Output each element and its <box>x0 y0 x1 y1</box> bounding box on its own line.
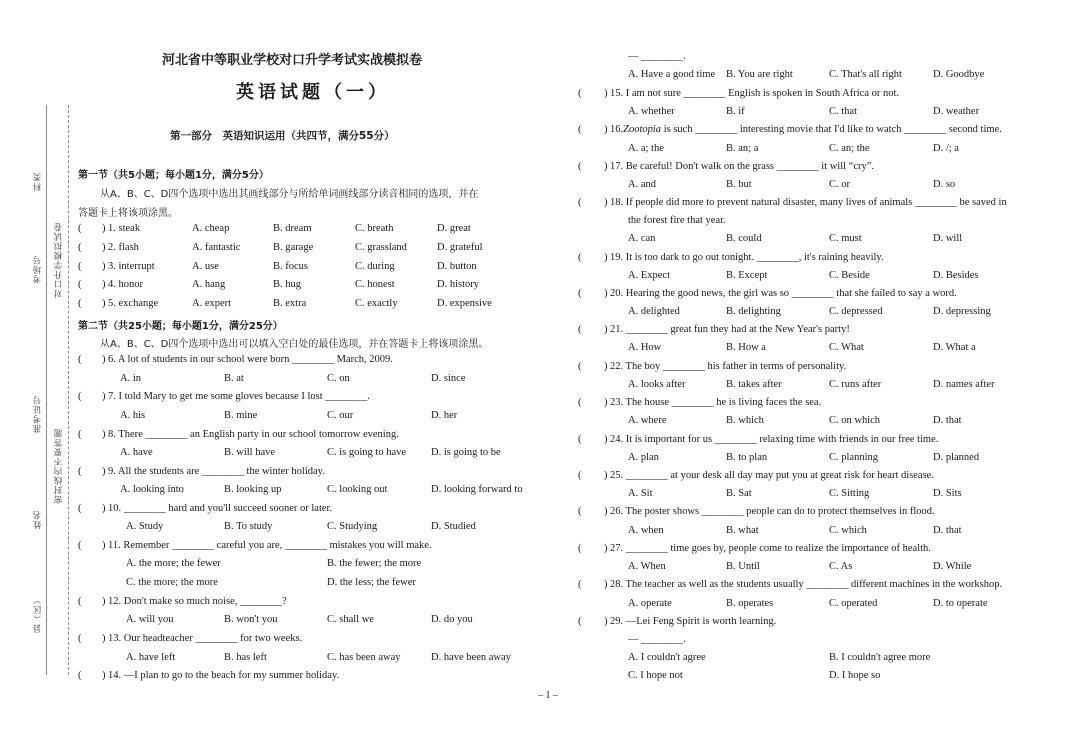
option-d[interactable]: D. that <box>933 415 962 426</box>
question-stem: 21. ________ great fun they had at the New Year's party! <box>610 324 850 335</box>
option-b[interactable]: B. To study <box>224 521 273 532</box>
answer-paren-close[interactable]: ) <box>604 579 608 590</box>
answer-paren-open[interactable]: ( <box>578 397 582 408</box>
option-d[interactable]: D. expensive <box>437 298 492 309</box>
option-b[interactable]: B. which <box>726 415 764 426</box>
binding-line-outer <box>46 105 47 675</box>
exam-title: 河北省中等职业学校对口升学考试实战模拟卷 <box>162 53 423 68</box>
option-a[interactable]: A. Sit <box>628 488 653 499</box>
option-a[interactable]: A. looking into <box>120 484 184 495</box>
option-c[interactable]: C. depressed <box>829 306 883 317</box>
answer-paren-open[interactable]: ( <box>78 298 82 309</box>
answer-paren-close[interactable]: ) <box>604 616 608 627</box>
question-stem: 5. exchange <box>108 298 159 309</box>
answer-paren-open[interactable]: ( <box>78 503 82 514</box>
option-a[interactable]: A. have left <box>126 652 176 663</box>
section1-instruction-2: 答题卡上将该项涂黑。 <box>78 208 178 219</box>
option-c[interactable]: C. Studying <box>327 521 378 532</box>
answer-paren-open[interactable]: ( <box>78 279 82 290</box>
option-c[interactable]: C. on <box>327 373 350 384</box>
option-d[interactable]: D. so <box>933 179 956 190</box>
option-b[interactable]: B. extra <box>273 298 307 309</box>
option-a[interactable]: A. plan <box>628 452 659 463</box>
option-b[interactable]: B. How a <box>726 342 766 353</box>
option-d[interactable]: D. great <box>437 223 471 234</box>
part1-heading: 第一部分 英语知识运用（共四节，满分55分） <box>170 130 395 142</box>
question-stem: 1. steak <box>108 223 141 234</box>
option-b[interactable]: B. but <box>726 179 752 190</box>
option-d[interactable]: D. have been away <box>431 652 511 663</box>
option-b[interactable]: B. will have <box>224 447 276 458</box>
answer-paren-open[interactable]: ( <box>578 197 582 208</box>
option-c[interactable]: C. has been away <box>327 652 401 663</box>
answer-paren-open[interactable]: ( <box>578 434 582 445</box>
question-stem: 8. There ________ an English party in our school tomorrow evening. <box>108 429 399 440</box>
option-d[interactable]: D. will <box>933 233 963 244</box>
answer-paren-close[interactable]: ) <box>102 633 106 644</box>
answer-paren-close[interactable]: ) <box>102 540 106 551</box>
option-b[interactable]: B. the fewer; the more <box>327 558 422 569</box>
option-a[interactable]: A. the more; the fewer <box>126 558 221 569</box>
option-c[interactable]: C. That's all right <box>829 69 902 80</box>
binding-label-subject: 科类 <box>33 172 43 191</box>
option-b[interactable]: B. garage <box>273 242 314 253</box>
option-b[interactable]: B. an; a <box>726 143 759 154</box>
option-a[interactable]: A. will you <box>126 614 174 625</box>
binding-note-exam: 对口升学模拟试卷 <box>54 222 64 298</box>
option-c[interactable]: C. breath <box>355 223 394 234</box>
option-b[interactable]: B. could <box>726 233 762 244</box>
option-b[interactable]: B. Until <box>726 561 760 572</box>
answer-paren-open[interactable]: ( <box>578 361 582 372</box>
answer-paren-close[interactable]: ) <box>604 543 608 554</box>
option-c[interactable]: C. Sitting <box>829 488 870 499</box>
answer-paren-close[interactable]: ) <box>604 161 608 172</box>
answer-paren-close[interactable]: ) <box>102 670 106 681</box>
option-b[interactable]: B. hug <box>273 279 302 290</box>
option-d[interactable]: D. to operate <box>933 598 988 609</box>
option-b[interactable]: B. Except <box>726 270 768 281</box>
option-b[interactable]: B. has left <box>224 652 267 663</box>
option-a[interactable]: A. How <box>628 342 662 353</box>
option-a[interactable]: A. have <box>120 447 153 458</box>
question-stem: 6. A lot of students in our school were born ________ March, 2009. <box>108 354 393 365</box>
answer-paren-open[interactable]: ( <box>78 633 82 644</box>
option-c[interactable]: C. honest <box>355 279 395 290</box>
option-a[interactable]: A. Expect <box>628 270 670 281</box>
option-c[interactable]: C. or <box>829 179 850 190</box>
answer-paren-open[interactable]: ( <box>78 354 82 365</box>
option-b[interactable]: B. dream <box>273 223 312 234</box>
option-c[interactable]: C. I hope not <box>628 670 683 681</box>
option-d[interactable]: D. I hope so <box>829 670 881 681</box>
answer-paren-open[interactable]: ( <box>578 88 582 99</box>
answer-paren-close[interactable]: ) <box>102 503 106 514</box>
answer-paren-open[interactable]: ( <box>78 242 82 253</box>
option-b[interactable]: B. Sat <box>726 488 752 499</box>
option-d[interactable]: D. that <box>933 525 962 536</box>
option-a[interactable]: A. in <box>120 373 141 384</box>
answer-paren-close[interactable]: ) <box>604 324 608 335</box>
option-b[interactable]: B. mine <box>224 410 258 421</box>
option-d[interactable]: D. looking forward to <box>431 484 523 495</box>
binding-note-seal: 密封线内不要答题 <box>54 428 64 504</box>
answer-paren-open[interactable]: ( <box>578 124 582 135</box>
option-c[interactable]: C. shall we <box>327 614 374 625</box>
option-a[interactable]: A. use <box>192 261 219 272</box>
question-stem: 22. The boy ________ his father in terms of personality. <box>610 361 847 372</box>
binding-label-name: 姓名 <box>33 510 43 529</box>
option-a[interactable]: A. his <box>120 410 146 421</box>
option-d[interactable]: D. is going to be <box>431 447 501 458</box>
option-d[interactable]: D. While <box>933 561 972 572</box>
option-c[interactable]: C. which <box>829 525 867 536</box>
option-a[interactable]: A. whether <box>628 106 675 117</box>
option-b[interactable]: B. what <box>726 525 759 536</box>
option-c[interactable]: C. during <box>355 261 395 272</box>
option-b[interactable]: B. looking up <box>224 484 282 495</box>
option-c[interactable]: C. planning <box>829 452 878 463</box>
option-b[interactable]: B. focus <box>273 261 308 272</box>
question-stem: 20. Hearing the good news, the girl was so ________ that she failed to say a word. <box>610 288 957 299</box>
option-a[interactable]: A. delighted <box>628 306 680 317</box>
answer-paren-open[interactable]: ( <box>78 429 82 440</box>
answer-paren-close[interactable]: ) <box>604 361 608 372</box>
option-d[interactable]: D. depressing <box>933 306 991 317</box>
option-c[interactable]: C. an; the <box>829 143 870 154</box>
subject-title: 英语试题（一） <box>236 82 390 103</box>
answer-paren-open[interactable]: ( <box>78 466 82 477</box>
option-c[interactable]: C. grassland <box>355 242 407 253</box>
option-a[interactable]: A. Have a good time <box>628 69 716 80</box>
answer-paren-open[interactable]: ( <box>578 288 582 299</box>
option-c[interactable]: C. must <box>829 233 862 244</box>
option-b[interactable]: B. You are right <box>726 69 793 80</box>
answer-paren-close[interactable]: ) <box>102 466 106 477</box>
option-d[interactable]: D. do you <box>431 614 473 625</box>
binding-label-room: 考场号 <box>33 255 43 284</box>
option-d[interactable]: D. Goodbye <box>933 69 985 80</box>
question-stem: 25. ________ at your desk all day may put you at great risk for heart disease. <box>610 470 934 481</box>
answer-paren-open[interactable]: ( <box>78 540 82 551</box>
question-stem: 29. —Lei Feng Spirit is worth learning. <box>610 616 777 627</box>
option-d[interactable]: D. Studied <box>431 521 476 532</box>
option-a[interactable]: A. where <box>628 415 667 426</box>
option-c[interactable]: C. exactly <box>355 298 398 309</box>
option-a[interactable]: A. a; the <box>628 143 664 154</box>
question-stem: 28. The teacher as well as the students usually ________ different machines in the workshop. <box>610 579 1003 590</box>
option-d[interactable]: D. names after <box>933 379 995 390</box>
option-b[interactable]: B. takes after <box>726 379 782 390</box>
option-c[interactable]: C. on which <box>829 415 881 426</box>
answer-paren-close[interactable]: ) <box>102 391 106 402</box>
option-d[interactable]: D. history <box>437 279 479 290</box>
answer-paren-open[interactable]: ( <box>578 506 582 517</box>
option-a[interactable]: A. hang <box>192 279 226 290</box>
answer-paren-open[interactable]: ( <box>578 616 582 627</box>
option-a[interactable]: A. I couldn't agree <box>628 652 706 663</box>
option-a[interactable]: A. and <box>628 179 656 190</box>
question-stem: 9. All the students are ________ the winter holiday. <box>108 466 325 477</box>
answer-paren-open[interactable]: ( <box>78 670 82 681</box>
question-stem: 7. I told Mary to get me some gloves because I lost ________. <box>108 391 370 402</box>
question-stem: 19. It is too dark to go out tonight. ________, it's raining heavily. <box>610 252 884 263</box>
option-d[interactable]: D. weather <box>933 106 980 117</box>
option-b[interactable]: B. I couldn't agree more <box>829 652 931 663</box>
answer-paren-close[interactable]: ) <box>604 197 608 208</box>
option-c[interactable]: C. looking out <box>327 484 388 495</box>
question-stem: 2. flash <box>108 242 139 253</box>
answer-paren-close[interactable]: ) <box>604 470 608 481</box>
answer-paren-close[interactable]: ) <box>102 429 106 440</box>
answer-paren-close[interactable]: ) <box>102 242 106 253</box>
answer-paren-close[interactable]: ) <box>604 88 608 99</box>
answer-paren-open[interactable]: ( <box>578 324 582 335</box>
question-stem: 16.Zootopia is such ________ interesting movie that I'd like to watch ________ second time. <box>610 124 1002 135</box>
option-d[interactable]: D. /; a <box>933 143 959 154</box>
answer-paren-open[interactable]: ( <box>578 161 582 172</box>
question-stem: 26. The poster shows ________ people can do to protect themselves in flood. <box>610 506 935 517</box>
option-b[interactable]: B. to plan <box>726 452 768 463</box>
option-d[interactable]: D. her <box>431 410 458 421</box>
answer-paren-close[interactable]: ) <box>102 298 106 309</box>
question-stem: 4. honor <box>108 279 143 290</box>
answer-paren-close[interactable]: ) <box>604 434 608 445</box>
section1-instruction-1: 从A、B、C、D四个选项中选出其画线部分与所给单词画线部分读音相同的选项，并在 <box>100 189 479 200</box>
option-a[interactable]: A. expert <box>192 298 232 309</box>
binding-label-county: 县（区） <box>33 595 43 633</box>
option-d[interactable]: D. button <box>437 261 477 272</box>
question-stem: 13. Our headteacher ________ for two weeks. <box>108 633 303 644</box>
option-b[interactable]: B. at <box>224 373 244 384</box>
question-stem: 14. —I plan to go to the beach for my summer holiday. <box>108 670 340 681</box>
option-c[interactable]: C. operated <box>829 598 878 609</box>
option-b[interactable]: B. if <box>726 106 745 117</box>
question-stem: 11. Remember ________ careful you are, ________ mistakes you will make. <box>108 540 432 551</box>
section2-instruction: 从A、B、C、D四个选项中选出可以填入空白处的最佳选项，并在答题卡上将该项涂黑。 <box>100 339 489 350</box>
option-d[interactable]: D. the less; the fewer <box>327 577 416 588</box>
option-c[interactable]: C. our <box>327 410 354 421</box>
binding-label-ticket: 准考证号 <box>33 395 43 433</box>
question-stem: 3. interrupt <box>108 261 155 272</box>
answer-paren-close[interactable]: ) <box>604 397 608 408</box>
option-b[interactable]: B. won't you <box>224 614 278 625</box>
option-d[interactable]: D. What a <box>933 342 976 353</box>
option-c[interactable]: C. As <box>829 561 853 572</box>
option-c[interactable]: C. runs after <box>829 379 882 390</box>
option-a[interactable]: A. when <box>628 525 664 536</box>
option-a[interactable]: A. When <box>628 561 666 572</box>
option-a[interactable]: A. operate <box>628 598 672 609</box>
option-c[interactable]: C. Beside <box>829 270 870 281</box>
option-c[interactable]: C. What <box>829 342 864 353</box>
answer-paren-open[interactable]: ( <box>578 579 582 590</box>
option-d[interactable]: D. grateful <box>437 242 483 253</box>
answer-paren-close[interactable]: ) <box>604 252 608 263</box>
question-stem: 12. Don't make so much noise, ________? <box>108 596 287 607</box>
answer-paren-open[interactable]: ( <box>78 261 82 272</box>
answer-paren-open[interactable]: ( <box>78 223 82 234</box>
binding-line-seal <box>68 105 69 675</box>
option-a[interactable]: A. Study <box>126 521 164 532</box>
option-c[interactable]: C. the more; the more <box>126 577 218 588</box>
option-c[interactable]: C. is going to have <box>327 447 407 458</box>
option-a[interactable]: A. fantastic <box>192 242 241 253</box>
answer-paren-close[interactable]: ) <box>102 261 106 272</box>
question-reply: — ________. <box>628 634 686 645</box>
question-stem: 10. ________ hard and you'll succeed sooner or later. <box>108 503 333 514</box>
option-a[interactable]: A. cheap <box>192 223 230 234</box>
answer-paren-open[interactable]: ( <box>78 391 82 402</box>
answer-paren-open[interactable]: ( <box>78 596 82 607</box>
answer-paren-open[interactable]: ( <box>578 252 582 263</box>
answer-paren-close[interactable]: ) <box>604 124 608 135</box>
question-stem: 18. If people did more to prevent natural disaster, many lives of animals ________ be saved in <box>610 197 1007 208</box>
question-stem: 17. Be careful! Don't walk on the grass ________ it will “cry”. <box>610 161 875 172</box>
question-stem: 27. ________ time goes by, people come to realize the importance of health. <box>610 543 931 554</box>
option-d[interactable]: D. planned <box>933 452 980 463</box>
question-stem: 15. I am not sure ________ English is spoken in South Africa or not. <box>610 88 900 99</box>
option-b[interactable]: B. operates <box>726 598 774 609</box>
option-d[interactable]: D. since <box>431 373 466 384</box>
option-a[interactable]: A. looks after <box>628 379 686 390</box>
option-a[interactable]: A. can <box>628 233 656 244</box>
option-c[interactable]: C. that <box>829 106 857 117</box>
option-b[interactable]: B. delighting <box>726 306 781 317</box>
question-stem-continued: the forest fire that year. <box>628 215 726 226</box>
answer-paren-open[interactable]: ( <box>578 470 582 481</box>
answer-paren-close[interactable]: ) <box>102 279 106 290</box>
option-d[interactable]: D. Besides <box>933 270 979 281</box>
answer-paren-close[interactable]: ) <box>604 288 608 299</box>
answer-paren-close[interactable]: ) <box>604 506 608 517</box>
answer-paren-close[interactable]: ) <box>102 354 106 365</box>
option-d[interactable]: D. Sits <box>933 488 962 499</box>
movie-title: Zootopia <box>623 124 662 135</box>
answer-paren-close[interactable]: ) <box>102 223 106 234</box>
section1-heading: 第一节（共5小题；每小题1分，满分5分） <box>78 170 269 181</box>
question-stem: 23. The house ________ he is living faces the sea. <box>610 397 822 408</box>
page-number: – 1 – <box>538 690 558 701</box>
question-reply: — ________. <box>628 51 686 62</box>
answer-paren-open[interactable]: ( <box>578 543 582 554</box>
question-stem: 24. It is important for us ________ relaxing time with friends in our free time. <box>610 434 939 445</box>
section2-heading: 第二节（共25小题；每小题1分，满分25分） <box>78 321 283 332</box>
answer-paren-close[interactable]: ) <box>102 596 106 607</box>
